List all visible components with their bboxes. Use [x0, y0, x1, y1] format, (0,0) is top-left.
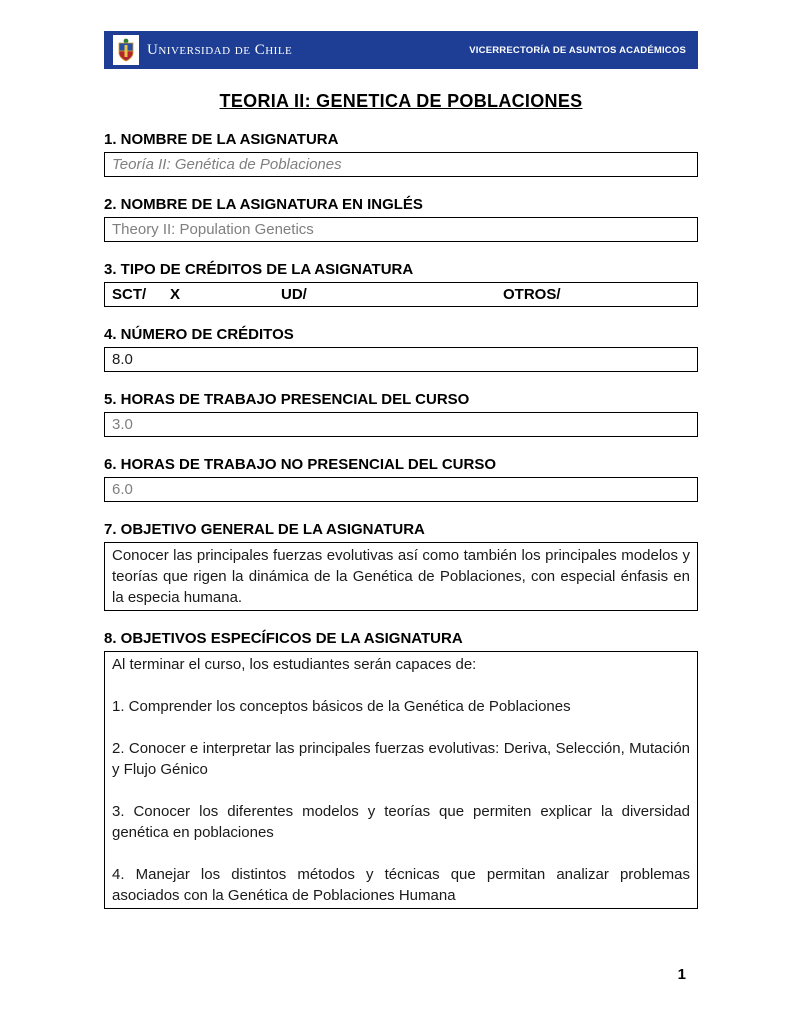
objective-item: 3. Conocer los diferentes modelos y teorías que permiten explicar la diversidad genética en poblaciones: [112, 803, 690, 841]
objective-item: 2. Conocer e interpretar las principales fuerzas evolutivas: Deriva, Selección, Mutación y Flujo Génico: [112, 740, 690, 778]
university-logo: [113, 35, 139, 65]
section-value-box: 6.0: [104, 477, 698, 502]
section-value-box: Theory II: Population Genetics: [104, 217, 698, 242]
credits-box: [104, 282, 698, 307]
section-heading: 5. HORAS DE TRABAJO PRESENCIAL DEL CURSO: [104, 391, 470, 408]
section-2-nombre-ingles: [104, 195, 698, 242]
page-number: 1: [677, 966, 686, 983]
page-title: TEORIA II: GENETICA DE POBLACIONES: [219, 91, 583, 111]
section-heading: 4. NÚMERO DE CRÉDITOS: [104, 326, 294, 343]
section-heading: 1. NOMBRE DE LA ASIGNATURA: [104, 131, 339, 148]
section-value-box: Teoría II: Genética de Poblaciones: [104, 152, 698, 177]
sct-value: X: [170, 286, 181, 303]
objectives-intro: Al terminar el curso, los estudiantes serán capaces de:: [112, 656, 477, 673]
section-3-tipo-creditos: [104, 260, 698, 307]
section-7-objetivo-general: [104, 520, 698, 611]
page-content: [104, 31, 698, 909]
section-5-horas-presencial: [104, 390, 698, 437]
section-1-nombre-asignatura: [104, 130, 698, 177]
section-heading: 7. OBJETIVO GENERAL DE LA ASIGNATURA: [104, 521, 425, 538]
university-name: Universidad de Chile: [147, 41, 293, 58]
section-4-numero-creditos: [104, 325, 698, 372]
section-value-box: Conocer las principales fuerzas evolutivas así como también los principales modelos y teorías que rigen la dinámica de la Genética de Poblaciones, con especial énfasis en la especia humana.: [104, 542, 698, 611]
section-heading: 2. NOMBRE DE LA ASIGNATURA EN INGLÉS: [104, 196, 423, 213]
credits-row: [112, 284, 690, 305]
sct-label: SCT/: [112, 286, 147, 303]
objective-item: 4. Manejar los distintos métodos y técnicas que permitan analizar problemas asociados con la Genética de Poblaciones Humana: [112, 866, 690, 904]
section-heading: 8. OBJETIVOS ESPECÍFICOS DE LA ASIGNATURA: [104, 630, 463, 647]
office-name: VICERRECTORÍA DE ASUNTOS ACADÉMICOS: [469, 44, 686, 56]
ud-label: UD/: [281, 286, 307, 303]
objective-item: 1. Comprender los conceptos básicos de la Genética de Poblaciones: [112, 698, 571, 715]
section-heading: 3. TIPO DE CRÉDITOS DE LA ASIGNATURA: [104, 261, 414, 278]
university-crest-icon: [117, 38, 135, 62]
section-value-box: 3.0: [104, 412, 698, 437]
section-8-objetivos-especificos: [104, 629, 698, 909]
otros-label: OTROS/: [503, 286, 561, 303]
section-6-horas-no-presencial: [104, 455, 698, 502]
section-heading: 6. HORAS DE TRABAJO NO PRESENCIAL DEL CURSO: [104, 456, 496, 473]
section-value-box: 8.0: [104, 347, 698, 372]
header-banner: [104, 31, 698, 69]
objectives-box: [104, 651, 698, 909]
